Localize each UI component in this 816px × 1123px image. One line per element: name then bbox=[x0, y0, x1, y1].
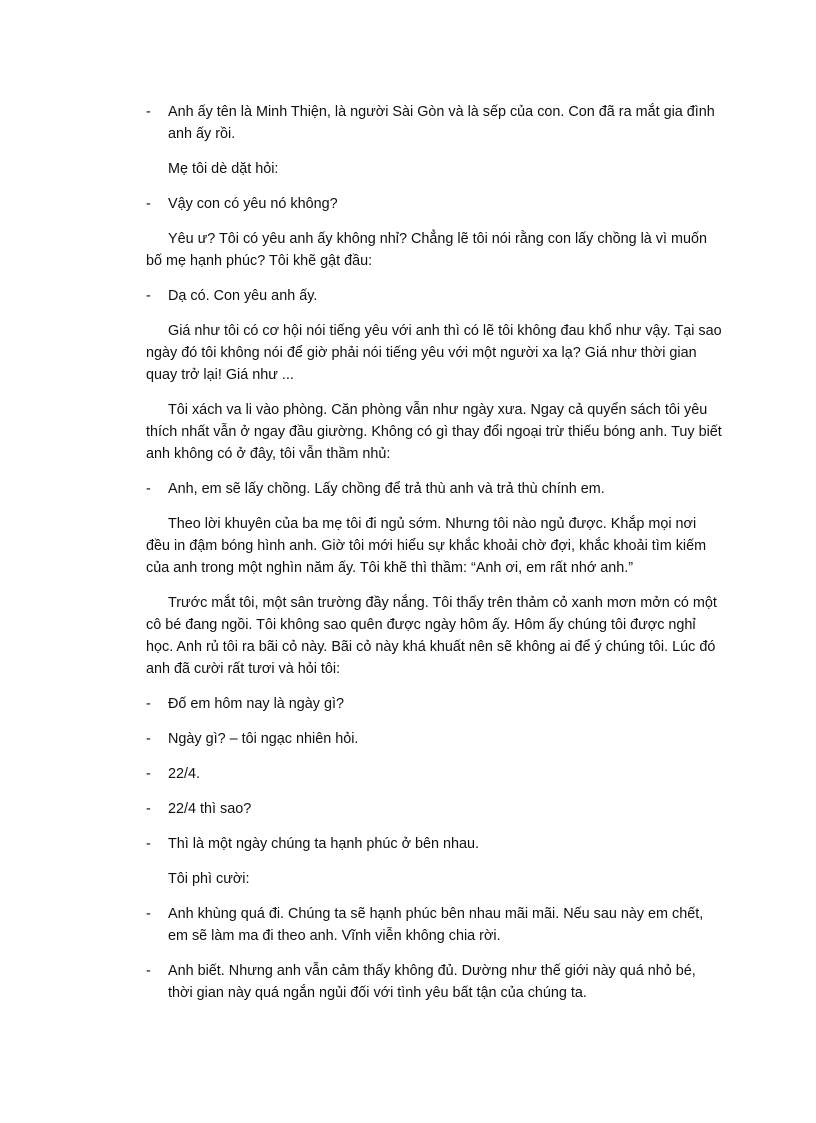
dialogue-text: Đố em hôm nay là ngày gì? bbox=[168, 696, 344, 712]
dialogue-text: Anh biết. Nhưng anh vẫn cảm thấy không đủ. Dường như thế giới này quá nhỏ bé, thời gian này quá ngắn ngủi đối với tình yêu bất tận của chúng ta. bbox=[168, 963, 696, 1001]
dialogue-dash: - bbox=[146, 196, 151, 212]
paragraph: Giá như tôi có cơ hội nói tiếng yêu với anh thì có lẽ tôi không đau khổ như vậy. Tại sao ngày đó tôi không nói để giờ phải nói tiếng yêu với một người xa lạ? Giá như thời gian quay trở lại! Giá như ... bbox=[146, 323, 722, 383]
dialogue-text: Anh, em sẽ lấy chồng. Lấy chồng để trả thù anh và trả thù chính em. bbox=[168, 481, 605, 497]
dialogue-text: Vậy con có yêu nó không? bbox=[168, 196, 338, 212]
dialogue-line bbox=[146, 478, 724, 500]
dialogue-dash: - bbox=[146, 766, 151, 782]
dialogue-dash: - bbox=[146, 481, 151, 497]
dialogue-dash: - bbox=[146, 836, 151, 852]
dialogue-text: Ngày gì? – tôi ngạc nhiên hỏi. bbox=[168, 731, 359, 747]
document-body bbox=[146, 101, 724, 1017]
dialogue-text: 22/4 thì sao? bbox=[168, 801, 252, 817]
dialogue-line bbox=[146, 693, 724, 715]
dialogue-dash: - bbox=[146, 696, 151, 712]
dialogue-dash: - bbox=[146, 963, 151, 979]
dialogue-dash: - bbox=[146, 288, 151, 304]
dialogue-text: Thì là một ngày chúng ta hạnh phúc ở bên nhau. bbox=[168, 836, 480, 852]
dialogue-dash: - bbox=[146, 801, 151, 817]
dialogue-dash: - bbox=[146, 906, 151, 922]
dialogue-line bbox=[146, 193, 724, 215]
dialogue-text: Dạ có. Con yêu anh ấy. bbox=[168, 288, 318, 304]
dialogue-text: 22/4. bbox=[168, 766, 201, 782]
dialogue-text: Anh ấy tên là Minh Thiện, là người Sài Gòn và là sếp của con. Con đã ra mắt gia đình anh ấy rồi. bbox=[168, 104, 715, 142]
dialogue-line bbox=[146, 960, 724, 1004]
dialogue-line bbox=[146, 763, 724, 785]
paragraph: Theo lời khuyên của ba mẹ tôi đi ngủ sớm. Nhưng tôi nào ngủ được. Khắp mọi nơi đều in đậm bóng hình anh. Giờ tôi mới hiểu sự khắc khoải chờ đợi, khắc khoải tìm kiếm của anh trong một nghìn năm ấy. Tôi khẽ thì thầm: “Anh ơi, em rất nhớ anh.” bbox=[146, 516, 707, 576]
narration-line: Mẹ tôi dè dặt hỏi: bbox=[168, 161, 279, 177]
dialogue-text: Anh khùng quá đi. Chúng ta sẽ hạnh phúc bên nhau mãi mãi. Nếu sau này em chết, em sẽ làm ma đi theo anh. Vĩnh viễn không chia rời. bbox=[168, 906, 704, 944]
paragraph: Trước mắt tôi, một sân trường đầy nắng. Tôi thấy trên thảm cỏ xanh mơn mởn có một cô bé đang ngồi. Tôi không sao quên được ngày hôm ấy. Hôm ấy chúng tôi được nghỉ học. Anh rủ tôi ra bãi cỏ này. Bãi cỏ này khá khuất nên sẽ không ai để ý chúng tôi. Lúc đó anh đã cười rất tươi và hỏi tôi: bbox=[146, 595, 717, 677]
dialogue-line bbox=[146, 101, 724, 145]
dialogue-line bbox=[146, 285, 724, 307]
dialogue-dash: - bbox=[146, 731, 151, 747]
dialogue-line bbox=[146, 798, 724, 820]
dialogue-line bbox=[146, 833, 724, 855]
dialogue-line bbox=[146, 728, 724, 750]
dialogue-line bbox=[146, 903, 724, 947]
paragraph: Tôi xách va li vào phòng. Căn phòng vẫn như ngày xưa. Ngay cả quyển sách tôi yêu thích nhất vẫn ở ngay đầu giường. Không có gì thay đổi ngoại trừ thiếu bóng anh. Tuy biết anh không có ở đây, tôi vẫn thầm nhủ: bbox=[146, 402, 722, 462]
paragraph: Yêu ư? Tôi có yêu anh ấy không nhỉ? Chẳng lẽ tôi nói rằng con lấy chồng là vì muốn bố mẹ hạnh phúc? Tôi khẽ gật đầu: bbox=[146, 231, 707, 269]
narration-line: Tôi phì cười: bbox=[168, 871, 250, 887]
dialogue-dash: - bbox=[146, 104, 151, 120]
